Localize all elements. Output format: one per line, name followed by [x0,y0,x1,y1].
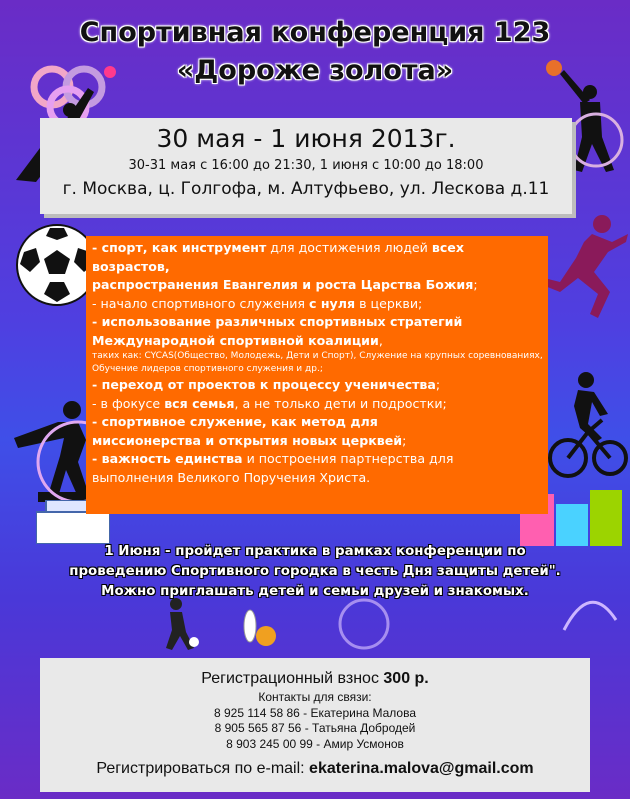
page-title: Спортивная конференция 123 [79,17,551,48]
cyclist-icon [548,370,628,482]
topic-1: - спорт, как инструмент для достижения людей всех [92,240,464,255]
page-subtitle: «Дороже золота» [176,55,454,86]
topic-6: - в фокусе вся семья, а не только дети и подростки; [92,395,447,411]
rings-icon [334,594,394,654]
topic-5: - переход от проектов к процессу ученичества; [92,377,441,392]
contacts-label: Контакты для связи: [258,690,372,704]
topic-4-note: таких как: CYCAS(Общество, Молодежь, Дети и Спорт), Служение на крупных соревнованиях, Обучение лидеров спортивного служения и др.; [92,351,543,374]
topic-3: - начало спортивного служения с нуля в церкви; [92,295,423,311]
dates-box [40,118,572,214]
registration-box [40,658,590,792]
topic-2: распространения Евангелия и роста Царства Божия; [92,277,478,292]
topic-8: - важность единства и построения партнерства для [92,451,454,466]
topic-7: - спортивное служение, как метод для [92,414,378,429]
event-dates: 30 мая - 1 июня 2013г. [156,124,456,153]
topic-4: - использование различных спортивных стратегий [92,314,463,329]
event-address: г. Москва, ц. Голгофа, м. Алтуфьево, ул. Лескова д.11 [62,179,550,199]
topics-box: - спорт, как инструмент для достижения людей всех возрастов, распространения Евангелия и роста Царства Божия; - начало спортивного служения с нуля в церкви; - использование различных спортивных стратегий Международной спортивной коалиции, таких как: CYCAS(Общество, Молодежь, Дети и Спорт), Служение на крупных соревнованиях, Обучение лидеров спортивного служения и др.; - переход от проектов к процессу ученичества; - в фокусе вся семья, а не только дети и подростки; - спортивное служение, как метод для миссионерства и открытия новых церквей; - важность единства и построения партнерства для выполнения Великого Поручения Христа. [86,236,548,514]
contact-item: 8 925 114 58 86 - Екатерина Малова [213,705,417,720]
contact-item: 8 903 245 00 99 - Амир Усмонов [226,736,404,751]
email-link[interactable]: ekaterina.malova@gmail.com [309,760,534,777]
bowling-icon [238,604,278,648]
practice-notice: 1 Июня - пройдет практика в рамках конференции по проведению Спортивного городка в честь Дня защиты детей". Можно приглашать детей и семьи друзей и знакомых. [69,544,561,599]
registration-fee: Регистрационный взнос 300 р. [201,670,429,687]
event-times: 30-31 мая с 16:00 до 21:30, 1 июня с 10:00 до 18:00 [128,158,484,173]
contact-item: 8 905 565 87 56 - Татьяна Добродей [214,721,416,735]
register-email-line: Регистрироваться по e-mail: ekaterina.malova@gmail.com [96,760,534,777]
football-player-icon [150,596,200,652]
